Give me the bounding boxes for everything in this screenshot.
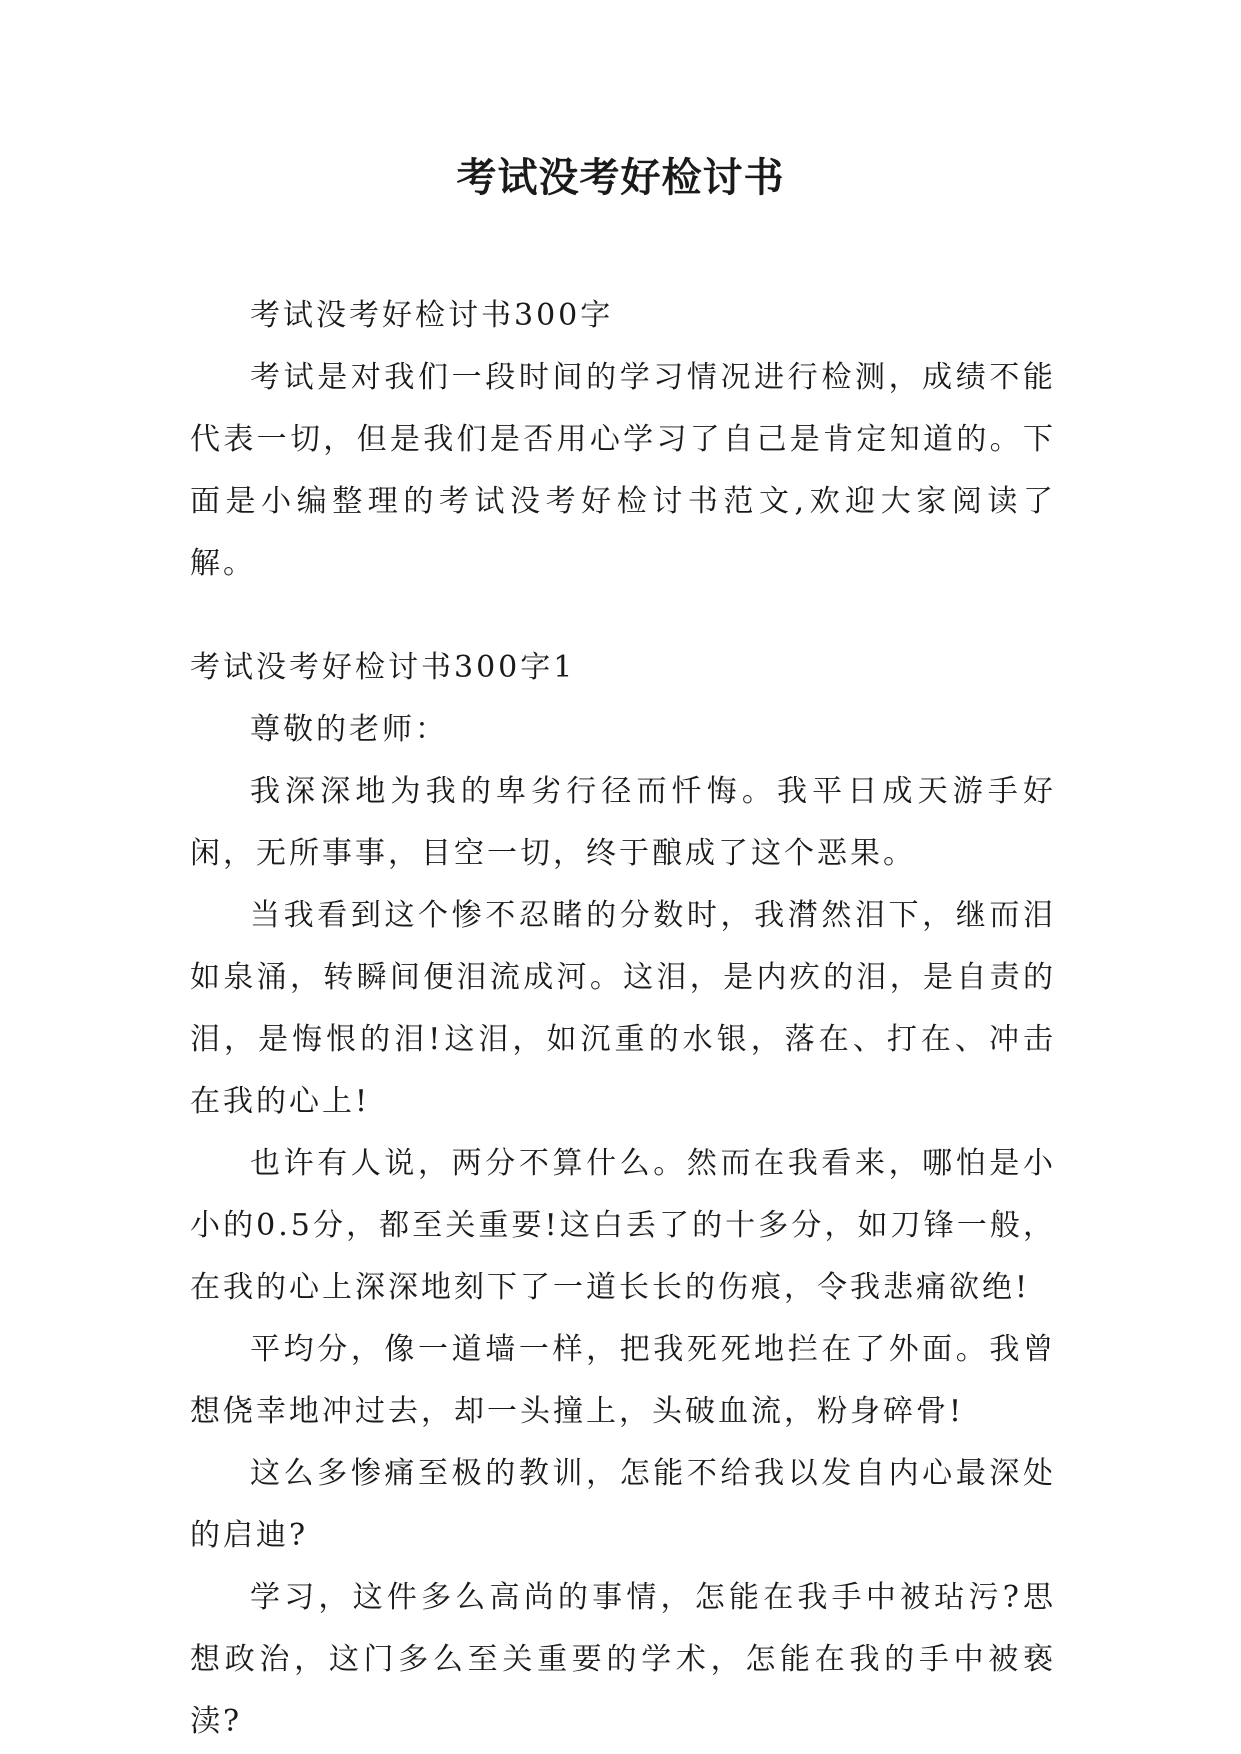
section-heading: 考试没考好检讨书300字1 [190, 650, 576, 685]
body-paragraph: 也许有人说，两分不算什么。然而在我看来，哪怕是小小的0.5分，都至关重要!这白丢了的十多分，如刀锋一般，在我的心上深深地刻下了一道长长的伤痕，令我悲痛欲绝! [190, 1146, 1056, 1305]
body-paragraph: 我深深地为我的卑劣行径而忏悔。我平日成天游手好闲，无所事事，目空一切，终于酿成了这个恶果。 [190, 774, 1056, 871]
body-paragraph: 这么多惨痛至极的教训，怎能不给我以发自内心最深处的启迪? [190, 1456, 1056, 1553]
body-paragraph: 当我看到这个惨不忍睹的分数时，我潸然泪下，继而泪如泉涌，转瞬间便泪流成河。这泪，是内疚的泪，是自责的泪，是悔恨的泪!这泪，如沉重的水银，落在、打在、冲击在我的心上! [190, 898, 1056, 1119]
document-body [190, 285, 1056, 1753]
salutation: 尊敬的老师： [250, 712, 448, 747]
body-paragraph: 平均分，像一道墙一样，把我死死地拦在了外面。我曾想侥幸地冲过去，却一头撞上，头破血流，粉身碎骨! [190, 1332, 1056, 1429]
body-paragraph: 学习，这件多么高尚的事情，怎能在我手中被玷污?思想政治，这门多么至关重要的学术，怎能在我的手中被亵渎? [190, 1580, 1056, 1739]
intro-paragraph: 考试是对我们一段时间的学习情况进行检测，成绩不能代表一切，但是我们是否用心学习了自己是肯定知道的。下面是小编整理的考试没考好检讨书范文,欢迎大家阅读了解。 [190, 360, 1056, 581]
document-title: 考试没考好检讨书 [456, 154, 785, 201]
subtitle-paragraph: 考试没考好检讨书300字 [250, 298, 614, 333]
